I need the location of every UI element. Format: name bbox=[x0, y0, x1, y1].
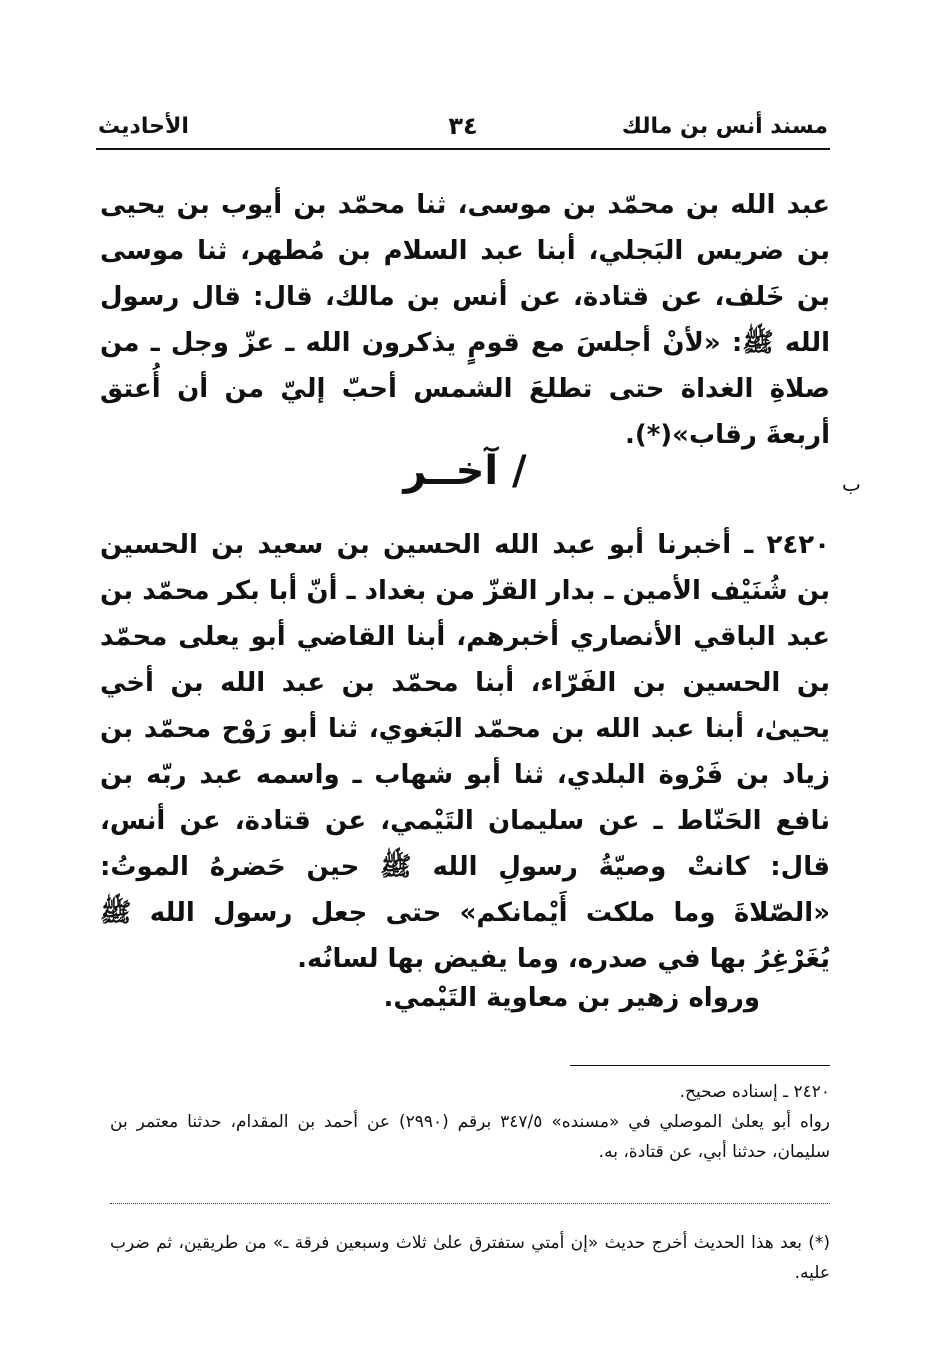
header-book-title: مسند أنس بن مالك bbox=[621, 114, 828, 139]
margin-mark: ب bbox=[842, 472, 861, 496]
hadith-paragraph-1: عبد الله بن محمّد بن موسى، ثنا محمّد بن أيوب بن يحيى بن ضريس البَجلي، أبنا عبد السلام بن مُطهر، ثنا موسى بن خَلف، عن قتادة، عن أنس بن مالك، قال: قال رسول الله ﷺ: «لأنْ أجلسَ مع قومٍ يذكرون الله ـ عزّ وجل ـ من صلاةِ الغداة حتى تطلعَ الشمس أحبّ إليّ من أن أُعتق أربعةَ رقاب»(*). bbox=[100, 190, 830, 450]
notes-separator bbox=[570, 1065, 830, 1066]
page-header bbox=[96, 112, 830, 148]
header-section-title: الأحاديث bbox=[98, 114, 189, 139]
hadith-paragraph-3: ورواه زهير بن معاوية التَيْمي. bbox=[383, 983, 760, 1013]
note-line-2: رواه أبو يعلىٰ الموصلي في «مسنده» ٣٤٧/٥ برقم (٢٩٩٠) عن أحمد بن المقدام، حدثنا معتمر بن سليمان، حدثنا أبي، عن قتادة، به. bbox=[110, 1112, 831, 1162]
footnote: (*) بعد هذا الحديث أخرج حديث «إن أمتي ستفترق علىٰ ثلاث وسبعين فرقة ـ» من طريقين، ثم ضرب عليه. bbox=[110, 1233, 830, 1283]
page-number: ٣٤ bbox=[448, 112, 478, 140]
header-rule bbox=[96, 148, 830, 150]
hadith-paragraph-2: ٢٤٢٠ ـ أخبرنا أبو عبد الله الحسين بن سعيد بن الحسين بن شُنَيْف الأمين ـ بدار القزّ من بغداد ـ أنّ أبا بكر محمّد بن عبد الباقي الأنصاري أخبرهم، أبنا القاضي أبو يعلى محمّد بن الحسين بن الفَرّاء، أبنا محمّد بن عبد الله بن أخي يحيىٰ، أبنا عبد الله بن محمّد البَغوي، ثنا أبو رَوْح محمّد بن زياد بن فَرْوة البلدي، ثنا أبو شهاب ـ واسمه عبد ربّه بن نافع الحَنّاط ـ عن سليمان التَيْمي، عن قتادة، عن أنس، قال: كانتْ وصيّةُ رسولِ الله ﷺ حين حَضرهُ الموتُ: «الصّلاةَ وما ملكت أَيْمانكم» حتى جعل رسول الله ﷺ يُغَرْغِرُ بها في صدره، وما يفيض بها لسانُه. bbox=[100, 530, 830, 974]
section-title: / آخــر bbox=[403, 448, 527, 494]
notes-block bbox=[110, 1077, 830, 1167]
note-line-1: ٢٤٢٠ ـ إسناده صحيح. bbox=[679, 1082, 830, 1102]
footnote-separator bbox=[110, 1203, 830, 1204]
